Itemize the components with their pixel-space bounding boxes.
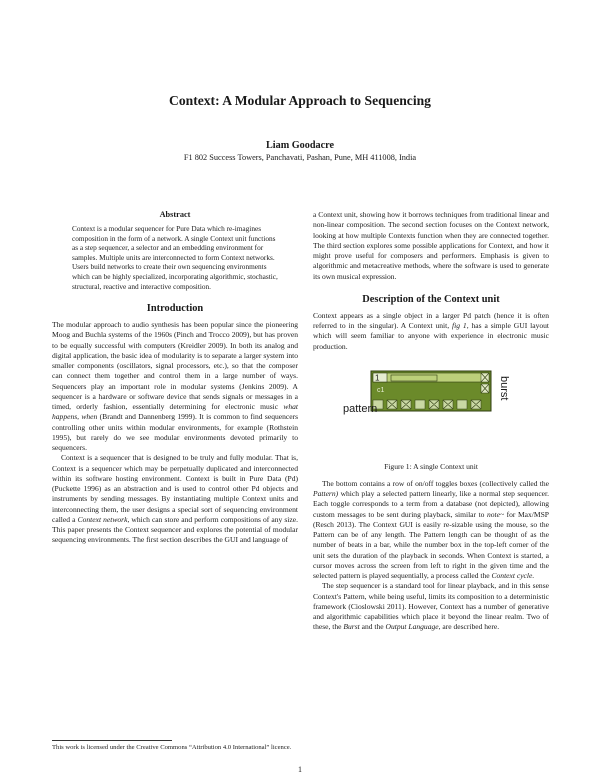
paper-title: Context: A Modular Approach to Sequencing — [169, 93, 431, 108]
pattern-toggle[interactable] — [457, 400, 467, 409]
duration-number: 1 — [375, 373, 380, 383]
context-id-label: c1 — [377, 386, 385, 394]
footnote-divider — [52, 740, 172, 741]
description-paragraph-1: Context appears as a single object in a larger Pd patch (hence it is often referred to in the singular). A Context unit, fig 1, has a simple GUI layout which will seem familiar to anyone with experience in electronic music production. — [313, 310, 549, 351]
license-footnote: This work is licensed under the Creative Commons “Attribution 4.0 International” licence. — [52, 744, 292, 751]
page-number: 1 — [298, 765, 302, 774]
description-paragraph-3: The step sequencer is a standard tool for linear playback, and in this sense Context's Pattern, while being useful, limits its composition to a deterministic framework (Cioslowski 2011). However, Context has a number of generative and algorithmic capabilities which place it beyond the linear realm. Two of these, the Burst and the Output Language, are described here. — [313, 581, 549, 632]
figure-context-unit — [313, 356, 549, 460]
pattern-toggle[interactable] — [415, 400, 425, 409]
pattern-label: pattern — [343, 402, 378, 415]
intro-paragraph-1: The modular approach to audio synthesis has been popular since the pioneering Moog and Buchla systems of the 1960s (Pinch and Trocco 2009), but has proven to be equally successful with computers (Kreidler 2009). In both its analog and digital application, the basic idea of modularity is to separate a larger system into smaller components (oscillators, signal processors, etc.), so that the composer can connect them together and control them in a large number of ways. Sequencers play an important role in modular systems (Jenkins 2009). A sequencer is a hardware or software device that sends signals or messages in a timed, orderly fashion, essentially determining for electronic music what happens, when (Brandt and Dannenberg 1999). It is common to find sequencers controlling other units within modular environments, for example (Rothstein 1995), but rarely do we see modular environments devoted primarily to sequencers. — [52, 320, 299, 453]
right-column — [313, 210, 549, 633]
introduction-heading: Introduction — [146, 303, 204, 315]
left-column — [52, 210, 298, 546]
intro-paragraph-2: Context is a sequencer that is designed to be truly and fully modular. That is, Context is a sequencer which may be perpetually duplicated and interconnected within its software hosting environment. Context is built in Pure Data (Pd) (Puckette 1996) as an abstraction and is used to control other Pd objects and instruments by sending messages. By instantiating multiple Context units and interconnecting them, the user designs a special sort of sequencing environment called a Context network, which can store and perform compositions of any size. This paper presents the Context sequencer and explores the potential of modular sequencing environments. The first section describes the GUI and language of — [52, 453, 298, 545]
description-heading: Description of the Context unit — [362, 293, 500, 305]
author-affiliation: F1 802 Success Towers, Panchavati, Pashan, Pune, MH 411008, India — [183, 153, 417, 162]
cursor-bar — [373, 373, 489, 382]
intro-paragraph-continued: a Context unit, showing how it borrows techniques from traditional linear and non-linear composition. The second section focuses on the Context network, looking at how multiple Contexts function when they are connected together. The third section explores some possible applications for Context, and how it might prove useful for composers and performers. Emphasis is given to algorithmic and metacreative methods, where the software is used to generate its own musical expression. — [313, 210, 549, 281]
context-unit-diagram — [313, 356, 549, 460]
abstract-text: Context is a modular sequencer for Pure Data which re-imagines composition in the form of a network. A single Context unit functions as a step sequencer, a selector and an embedding environment for samples. Multiple units are interconnected to form Context networks. Users build networks to create their own sequencing environments which can be highly specialized, incorporating algorithmic, stochastic, structural, reactive and interactive composition. — [72, 224, 278, 291]
description-paragraph-2: The bottom contains a row of on/off toggles boxes (collectively called the Pattern) which play a selected pattern linearly, like a normal step sequencer. Each toggle corresponds to a term from a database (not depicted), allowing custom messages to be sent during playback, similar to note~ for Max/MSP (Resch 2013). The Context GUI is easily re-sizable using the mouse, so the Pattern can be of any length. The Pattern length can be thought of as the number of beats in a bar, while the number box in the top-left corner of the unit sets the duration of the playback in seconds. When Context is started, a cursor moves across the screen from left to right in the given time and the selected pattern is played sequentially, a process called the Context cycle. — [313, 478, 549, 580]
abstract-heading: Abstract — [159, 210, 191, 219]
burst-label: burst — [498, 375, 510, 401]
figure-caption: Figure 1: A single Context unit — [384, 461, 478, 471]
author-name: Liam Goodacre — [265, 140, 334, 151]
